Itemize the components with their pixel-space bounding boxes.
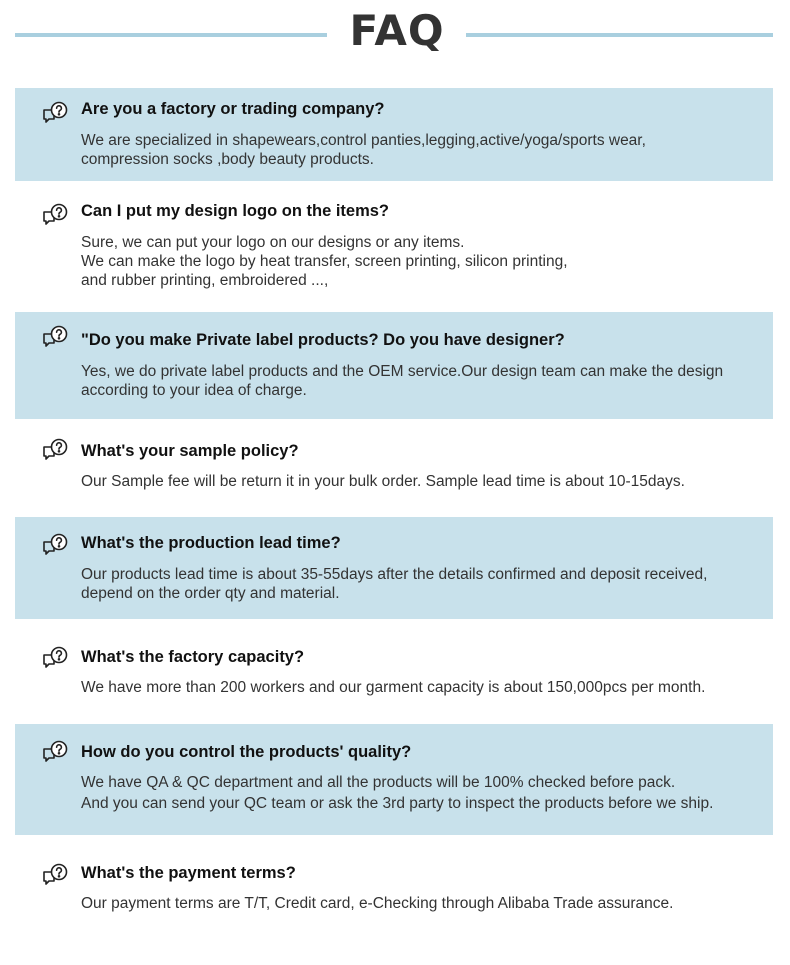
faq-answer-line: We have QA & QC department and all the products will be 100% checked before pack. xyxy=(81,774,676,791)
faq-item xyxy=(15,835,773,945)
faq-answer-line: We are specialized in shapewears,control panties,legging,active/yoga/sports wear, xyxy=(81,132,646,149)
faq-question: What's your sample policy? xyxy=(81,442,299,460)
faq-answer-line: compression socks ,body beauty products. xyxy=(81,151,374,168)
faq-question: What's the payment terms? xyxy=(81,864,296,882)
question-chat-icon xyxy=(41,740,69,768)
question-chat-icon xyxy=(41,646,69,674)
question-chat-icon xyxy=(41,863,69,891)
question-chat-icon xyxy=(41,438,69,466)
faq-question: Are you a factory or trading company? xyxy=(81,100,385,118)
faq-answer-line: We have more than 200 workers and our garment capacity is about 150,000pcs per month. xyxy=(81,679,706,696)
faq-answer-line: according to your idea of charge. xyxy=(81,382,307,399)
question-chat-icon xyxy=(41,325,69,353)
faq-answer-line: and rubber printing, embroidered ..., xyxy=(81,272,329,289)
faq-item xyxy=(15,619,773,724)
faq-answer-line: Our Sample fee will be return it in your bulk order. Sample lead time is about 10-15days. xyxy=(81,473,685,490)
faq-question: Can I put my design logo on the items? xyxy=(81,202,390,220)
faq-answer-line: We can make the logo by heat transfer, screen printing, silicon printing, xyxy=(81,253,568,270)
faq-question: How do you control the products' quality? xyxy=(81,743,412,761)
faq-item xyxy=(15,312,773,419)
faq-answer-line: depend on the order qty and material. xyxy=(81,585,340,602)
faq-answer-line: Our payment terms are T/T, Credit card, e-Checking through Alibaba Trade assurance. xyxy=(81,895,674,912)
faq-item xyxy=(15,88,773,181)
faq-question: What's the production lead time? xyxy=(81,534,341,552)
question-chat-icon xyxy=(41,101,69,129)
question-chat-icon xyxy=(41,533,69,561)
faq-answer-line: Our products lead time is about 35-55days after the details confirmed and deposit received, xyxy=(81,566,708,583)
faq-header xyxy=(0,0,790,75)
faq-question: What's the factory capacity? xyxy=(81,648,305,666)
faq-item xyxy=(15,724,773,835)
faq-answer-line: Yes, we do private label products and the OEM service.Our design team can make the design xyxy=(81,363,724,380)
faq-question: "Do you make Private label products? Do you have designer? xyxy=(81,331,565,349)
page-title: FAQ xyxy=(349,6,445,55)
faq-item xyxy=(15,181,773,312)
faq-item xyxy=(15,517,773,619)
question-chat-icon xyxy=(41,203,69,231)
header-rule-right xyxy=(466,33,773,37)
header-rule-left xyxy=(15,33,327,37)
faq-answer-line: And you can send your QC team or ask the 3rd party to inspect the products before we ship. xyxy=(81,795,714,812)
faq-answer-line: Sure, we can put your logo on our designs or any items. xyxy=(81,234,465,251)
faq-item xyxy=(15,419,773,517)
